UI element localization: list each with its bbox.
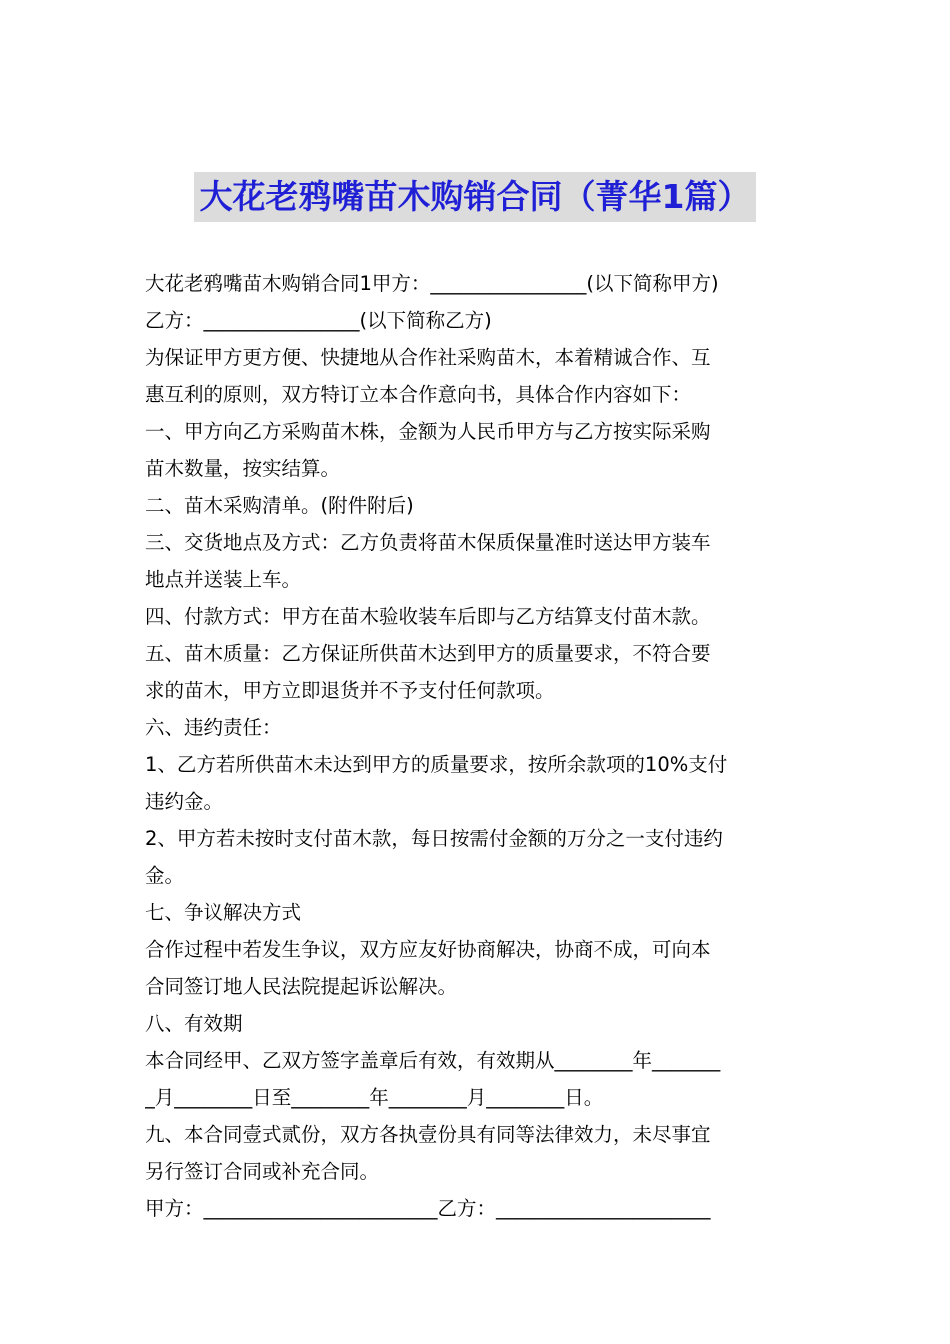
- paragraph-line: 求的苗木，甲方立即退货并不予支付任何款项。: [145, 679, 555, 702]
- paragraph-line: 三、交货地点及方式：乙方负责将苗木保质保量准时送达甲方装车: [145, 531, 711, 554]
- paragraph-line: 2、甲方若未按时支付苗木款，每日按需付金额的万分之一支付违约: [145, 827, 723, 850]
- paragraph-line: 八、有效期: [145, 1012, 243, 1035]
- title-container: [0, 172, 950, 222]
- paragraph-line: 四、付款方式：甲方在苗木验收装车后即与乙方结算支付苗木款。: [145, 605, 711, 628]
- paragraph-line: 金。: [145, 864, 185, 887]
- signature-line: 甲方：________________________乙方：______________________: [145, 1197, 711, 1220]
- paragraph-line: 苗木数量，按实结算。: [145, 457, 341, 480]
- paragraph-line: 为保证甲方更方便、快捷地从合作社采购苗木，本着精诚合作、互: [145, 346, 711, 369]
- paragraph-line: 六、违约责任：: [145, 716, 282, 739]
- paragraph-line: 本合同经甲、乙双方签字盖章后有效，有效期从________年_______: [145, 1049, 721, 1072]
- paragraph-line: 五、苗木质量：乙方保证所供苗木达到甲方的质量要求，不符合要: [145, 642, 711, 665]
- paragraph-line: 九、本合同壹式贰份，双方各执壹份具有同等法律效力，未尽事宜: [145, 1123, 711, 1146]
- paragraph-line: 二、苗木采购清单。(附件附后): [145, 494, 414, 517]
- paragraph-line: 违约金。: [145, 790, 224, 813]
- paragraph-line: 1、乙方若所供苗木未达到甲方的质量要求，按所余款项的10%支付: [145, 753, 728, 776]
- paragraph-line: 合作过程中若发生争议，双方应友好协商解决，协商不成，可向本: [145, 938, 711, 961]
- paragraph-line: 一、甲方向乙方采购苗木株，金额为人民币甲方与乙方按实际采购: [145, 420, 711, 443]
- paragraph-line: 乙方：________________(以下简称乙方): [145, 309, 492, 332]
- paragraph-line: _月________日至________年________月________日。: [145, 1086, 604, 1109]
- paragraph-line: 地点并送装上车。: [145, 568, 302, 591]
- paragraph-line: 七、争议解决方式: [145, 901, 302, 924]
- paragraph-line: 惠互利的原则，双方特订立本合作意向书，具体合作内容如下：: [145, 383, 692, 406]
- paragraph-line: 大花老鸦嘴苗木购销合同1甲方：________________(以下简称甲方): [145, 272, 719, 295]
- document-body: [145, 265, 807, 1227]
- paragraph-line: 合同签订地人民法院提起诉讼解决。: [145, 975, 458, 998]
- paragraph-line: 另行签订合同或补充合同。: [145, 1160, 380, 1183]
- document-title: 大花老鸦嘴苗木购销合同（菁华1篇）: [194, 172, 757, 222]
